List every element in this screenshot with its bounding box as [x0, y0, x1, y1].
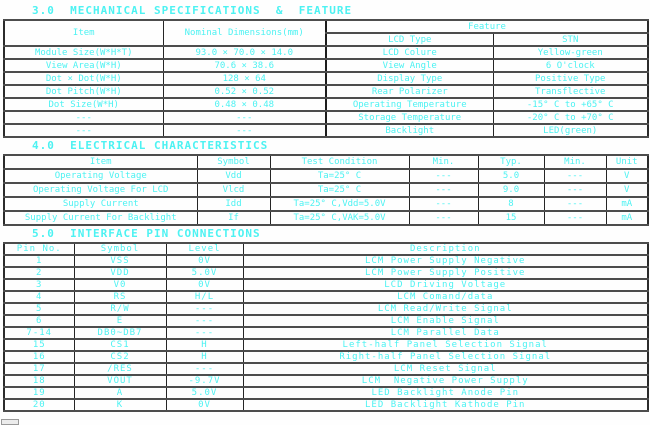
cell-item: ---	[4, 111, 163, 124]
table-row	[4, 303, 648, 315]
scrollbar-fragment[interactable]	[1, 419, 19, 425]
pin-header-row	[4, 243, 648, 255]
table-row	[4, 363, 648, 375]
cell-desc: Right-half Panel Selection Signal	[243, 351, 648, 363]
cell-feat_label: Display Type	[326, 72, 493, 85]
cell-level: ---	[166, 327, 243, 339]
cell-unit: V	[606, 169, 648, 183]
table-row	[4, 169, 648, 183]
table-row	[4, 111, 648, 124]
cell-pin: 2	[4, 267, 74, 279]
cell-level: 0V	[166, 279, 243, 291]
table-row	[4, 387, 648, 399]
cell-level: -9.7V	[166, 375, 243, 387]
cell-item: Operating Voltage For LCD	[4, 183, 197, 197]
cell-pin: 16	[4, 351, 74, 363]
cell-symbol: VDD	[74, 267, 166, 279]
elec-header-item: Item	[4, 155, 197, 169]
cell-desc: LCM Power Supply Positive	[243, 267, 648, 279]
section-heading-interface: 5.0 INTERFACE PIN CONNECTIONS	[32, 227, 261, 240]
cell-pin: 19	[4, 387, 74, 399]
cell-unit: V	[606, 183, 648, 197]
cell-desc: LCM Enable Signal	[243, 315, 648, 327]
pin-header-number: Pin No.	[4, 243, 74, 255]
cell-desc: Left-half Panel Selection Signal	[243, 339, 648, 351]
cell-item: Dot × Dot(W*H)	[4, 72, 163, 85]
interface-pin-table	[3, 242, 649, 412]
cell-max: ---	[544, 197, 606, 211]
section-heading-electrical: 4.0 ELECTRICAL CHARACTERISTICS	[32, 139, 269, 152]
elec-header-typ: Typ.	[478, 155, 544, 169]
cell-feat_label: Backlight	[326, 124, 493, 137]
cell-feat_value: Transflective	[493, 85, 648, 98]
cell-feat_value: Positive Type	[493, 72, 648, 85]
elec-header-max: Min.	[544, 155, 606, 169]
table-row	[4, 183, 648, 197]
electrical-characteristics-table	[3, 154, 649, 226]
cell-pin: 15	[4, 339, 74, 351]
cell-level: H	[166, 351, 243, 363]
cell-level: 5.0V	[166, 387, 243, 399]
cell-item: Supply Current For Backlight	[4, 211, 197, 225]
cell-symbol: K	[74, 399, 166, 411]
cell-symbol: R/W	[74, 303, 166, 315]
table-row	[4, 315, 648, 327]
cell-feat_label: Operating Temperature	[326, 98, 493, 111]
cell-desc: LCM Parallel Data	[243, 327, 648, 339]
cell-unit: mA	[606, 211, 648, 225]
section-heading-mechanical: 3.0 MECHANICAL SPECIFICATIONS & FEATURE	[32, 4, 353, 17]
cell-feat_label: Rear Polarizer	[326, 85, 493, 98]
mech-header-row	[4, 20, 648, 33]
elec-header-row	[4, 155, 648, 169]
cell-feat_value: Yellow-green	[493, 46, 648, 59]
mech-header-feature: Feature	[326, 20, 648, 33]
cell-feat_value: 6 O'clock	[493, 59, 648, 72]
cell-desc: LED Backlight Kathode Pin	[243, 399, 648, 411]
cell-max: ---	[544, 211, 606, 225]
elec-header-unit: Unit	[606, 155, 648, 169]
cell-symbol: If	[197, 211, 270, 225]
cell-max: ---	[544, 183, 606, 197]
table-row	[4, 339, 648, 351]
table-row	[4, 124, 648, 137]
cell-feat_value: LED(green)	[493, 124, 648, 137]
mech-header-nominal: Nominal Dimensions(mm)	[163, 20, 326, 46]
table-row	[4, 46, 648, 59]
cell-symbol: E	[74, 315, 166, 327]
cell-symbol: Idd	[197, 197, 270, 211]
table-row	[4, 351, 648, 363]
cell-pin: 6	[4, 315, 74, 327]
table-row	[4, 59, 648, 72]
mech-header-item: Item	[4, 20, 163, 46]
mech-subheader-lcd-type: LCD Type	[326, 33, 493, 46]
cell-desc: LED Backlight Anode Pin	[243, 387, 648, 399]
cell-item: Dot Pitch(W*H)	[4, 85, 163, 98]
cell-dim: 0.48 × 0.48	[163, 98, 326, 111]
cell-symbol: CS2	[74, 351, 166, 363]
mechanical-spec-table	[3, 19, 649, 138]
cell-desc: LCM Power Supply Negative	[243, 255, 648, 267]
table-row	[4, 279, 648, 291]
cell-level: H	[166, 339, 243, 351]
cell-feat_value: -20° C to +70° C	[493, 111, 648, 124]
cell-pin: 3	[4, 279, 74, 291]
cell-level: 0V	[166, 399, 243, 411]
cell-item: Supply Current	[4, 197, 197, 211]
elec-header-symbol: Symbol	[197, 155, 270, 169]
cell-item: Module Size(W*H*T)	[4, 46, 163, 59]
table-row	[4, 399, 648, 411]
table-row	[4, 291, 648, 303]
cell-symbol: Vdd	[197, 169, 270, 183]
cell-symbol: RS	[74, 291, 166, 303]
cell-desc: LCM Comand/data	[243, 291, 648, 303]
cell-pin: 4	[4, 291, 74, 303]
cell-feat_value: -15° C to +65° C	[493, 98, 648, 111]
table-row	[4, 267, 648, 279]
cell-min: ---	[409, 183, 478, 197]
mech-subheader-stn: STN	[493, 33, 648, 46]
cell-symbol: VOUT	[74, 375, 166, 387]
cell-dim: 70.6 × 38.6	[163, 59, 326, 72]
cell-dim: ---	[163, 111, 326, 124]
cell-pin: 5	[4, 303, 74, 315]
cell-pin: 1	[4, 255, 74, 267]
elec-header-cond: Test Condition	[270, 155, 409, 169]
pin-header-level: Level	[166, 243, 243, 255]
cell-level: 0V	[166, 255, 243, 267]
cell-item: Operating Voltage	[4, 169, 197, 183]
cell-cond: Ta=25° C,Vdd=5.0V	[270, 197, 409, 211]
cell-symbol: Vlcd	[197, 183, 270, 197]
cell-feat_label: Storage Temperature	[326, 111, 493, 124]
cell-desc: LCM Negative Power Supply	[243, 375, 648, 387]
cell-dim: ---	[163, 124, 326, 137]
cell-level: H/L	[166, 291, 243, 303]
pin-header-desc: Description	[243, 243, 648, 255]
cell-cond: Ta=25° C	[270, 169, 409, 183]
cell-level: 5.0V	[166, 267, 243, 279]
table-row	[4, 98, 648, 111]
cell-pin: 17	[4, 363, 74, 375]
table-row	[4, 85, 648, 98]
cell-level: ---	[166, 315, 243, 327]
cell-desc: LCM Read/Write Signal	[243, 303, 648, 315]
cell-feat_label: View Angle	[326, 59, 493, 72]
cell-symbol: VSS	[74, 255, 166, 267]
cell-typ: 9.0	[478, 183, 544, 197]
cell-level: ---	[166, 363, 243, 375]
cell-dim: 0.52 × 0.52	[163, 85, 326, 98]
cell-pin: 7-14	[4, 327, 74, 339]
cell-unit: mA	[606, 197, 648, 211]
pin-header-symbol: Symbol	[74, 243, 166, 255]
cell-symbol: V0	[74, 279, 166, 291]
cell-pin: 20	[4, 399, 74, 411]
cell-symbol: A	[74, 387, 166, 399]
cell-max: ---	[544, 169, 606, 183]
cell-min: ---	[409, 211, 478, 225]
cell-symbol: CS1	[74, 339, 166, 351]
cell-typ: 8	[478, 197, 544, 211]
cell-pin: 18	[4, 375, 74, 387]
table-row	[4, 211, 648, 225]
cell-item: View Area(W*H)	[4, 59, 163, 72]
cell-typ: 15	[478, 211, 544, 225]
cell-cond: Ta=25° C,VAK=5.0V	[270, 211, 409, 225]
cell-min: ---	[409, 169, 478, 183]
cell-item: ---	[4, 124, 163, 137]
table-row	[4, 255, 648, 267]
elec-header-min: Min.	[409, 155, 478, 169]
cell-feat_label: LCD Colure	[326, 46, 493, 59]
cell-symbol: /RES	[74, 363, 166, 375]
table-row	[4, 197, 648, 211]
cell-typ: 5.0	[478, 169, 544, 183]
cell-item: Dot Size(W*H)	[4, 98, 163, 111]
table-row	[4, 327, 648, 339]
cell-symbol: DB0~DB7	[74, 327, 166, 339]
table-row	[4, 72, 648, 85]
cell-desc: LCM Reset Signal	[243, 363, 648, 375]
table-row	[4, 375, 648, 387]
cell-cond: Ta=25° C	[270, 183, 409, 197]
cell-dim: 93.0 × 70.0 × 14.0	[163, 46, 326, 59]
cell-dim: 128 × 64	[163, 72, 326, 85]
cell-min: ---	[409, 197, 478, 211]
cell-desc: LCD Driving Voltage	[243, 279, 648, 291]
cell-level: ---	[166, 303, 243, 315]
